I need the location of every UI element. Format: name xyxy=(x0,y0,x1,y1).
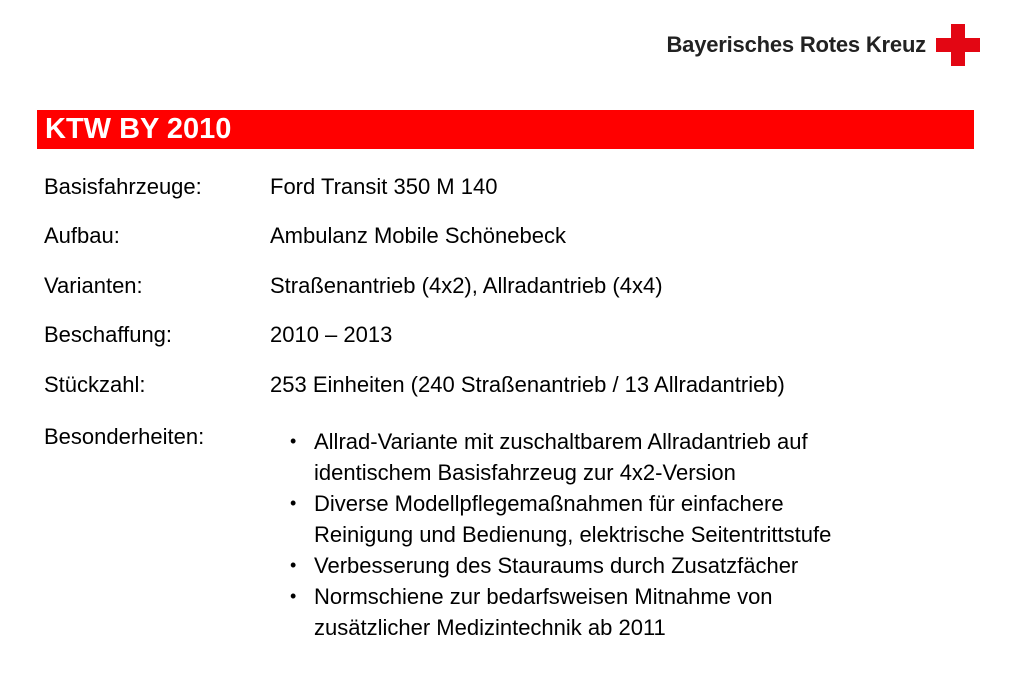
slide-title: KTW BY 2010 xyxy=(45,113,232,145)
row-label: Beschaffung: xyxy=(44,322,173,347)
row-label: Besonderheiten: xyxy=(44,424,205,449)
feature-item xyxy=(290,581,970,643)
features-list xyxy=(290,426,970,643)
feature-line: zusätzlicher Medizintechnik ab 2011 xyxy=(314,615,666,640)
row-label: Basisfahrzeuge: xyxy=(44,174,202,199)
feature-line: Allrad-Variante mit zuschaltbarem Allradantrieb auf xyxy=(314,429,808,454)
brand-header xyxy=(666,24,980,66)
row-value: 253 Einheiten (240 Straßenantrieb / 13 Allradantrieb) xyxy=(270,372,785,397)
feature-line: Reinigung und Bedienung, elektrische Seitentrittstufe xyxy=(314,522,832,547)
feature-item xyxy=(290,550,970,581)
row-value: Ford Transit 350 M 140 xyxy=(270,174,498,199)
row-value: Straßenantrieb (4x2), Allradantrieb (4x4) xyxy=(270,273,663,298)
feature-item xyxy=(290,488,970,550)
red-cross-icon xyxy=(936,24,980,66)
feature-line: Normschiene zur bedarfsweisen Mitnahme von xyxy=(314,584,773,609)
bullet-icon: • xyxy=(290,555,297,575)
row-value: 2010 – 2013 xyxy=(270,322,393,347)
row-label: Stückzahl: xyxy=(44,372,146,397)
bullet-icon: • xyxy=(290,493,297,513)
row-label: Aufbau: xyxy=(44,223,120,248)
title-bar xyxy=(37,110,974,149)
bullet-icon: • xyxy=(290,586,297,606)
row-value: Ambulanz Mobile Schönebeck xyxy=(270,223,566,248)
feature-line: identischem Basisfahrzeug zur 4x2-Version xyxy=(314,460,736,485)
feature-item xyxy=(290,426,970,488)
feature-line: Verbesserung des Stauraums durch Zusatzfächer xyxy=(314,553,799,578)
row-label: Varianten: xyxy=(44,273,143,298)
feature-line: Diverse Modellpflegemaßnahmen für einfachere xyxy=(314,491,784,516)
bullet-icon: • xyxy=(290,431,297,451)
brand-name: Bayerisches Rotes Kreuz xyxy=(666,32,926,57)
